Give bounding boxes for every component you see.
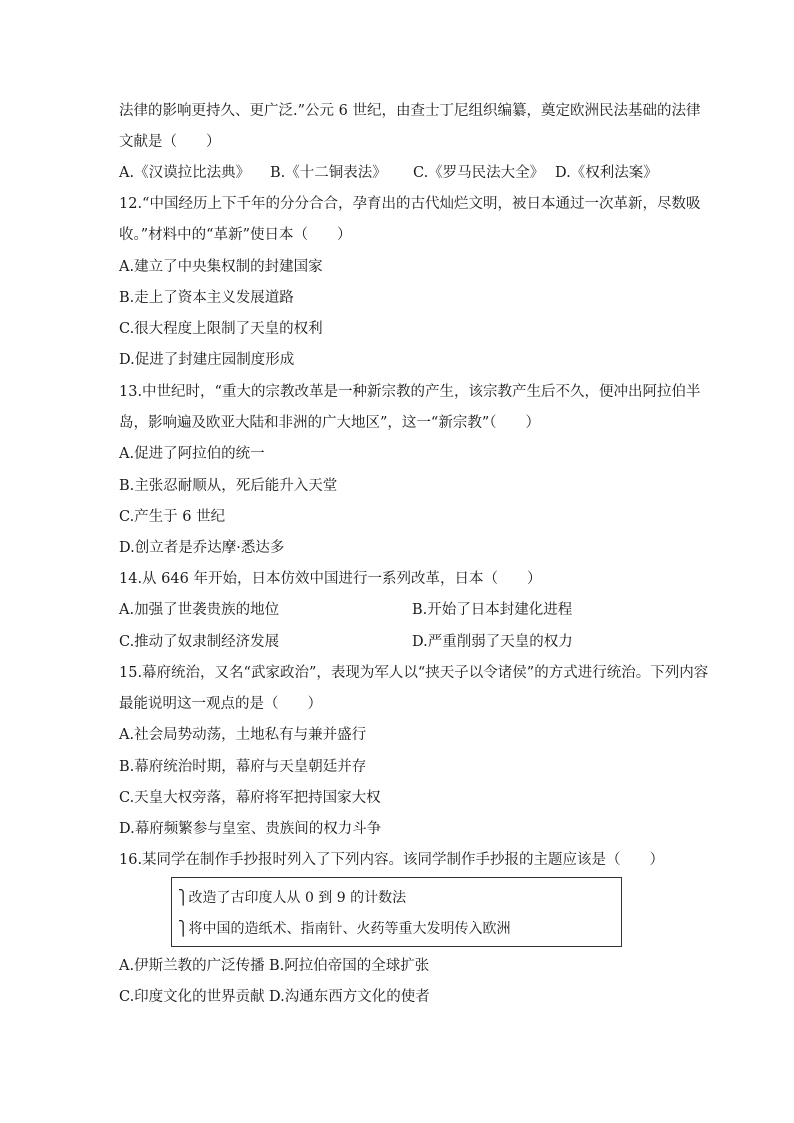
q13-option-a: A.促进了阿拉伯的统一: [119, 446, 265, 462]
q11-stem-line1: 法律的影响更持久、更广泛.”公元 6 世纪，由查士丁尼组织编纂，奠定欧洲民法基础的法律: [119, 103, 701, 119]
q16-material-mark1: ⎫: [178, 890, 189, 906]
q12-option-b: B.走上了资本主义发展道路: [119, 290, 294, 306]
q13-stem-line1: 13.中世纪时，“重大的宗教改革是一种新宗教的产生，该宗教产生后不久，便冲出阿拉伯半: [119, 384, 701, 400]
q16-material-text2: 将中国的造纸术、指南针、火药等重大发明传入欧洲: [188, 921, 511, 937]
q11-option-d: D.《权利法案》: [555, 165, 658, 181]
q14-option-b: B.开始了日本封建化进程: [412, 602, 573, 618]
q16-material-text1: 改造了古印度人从 0 到 9 的计数法: [188, 890, 407, 906]
q11-option-c: C.《罗马民法大全》: [413, 165, 545, 181]
q16-option-a: A.伊斯兰教的广泛传播: [119, 958, 265, 974]
q12-stem-line1: 12.“中国经历上下千年的分分合合，孕育出的古代灿烂文明，被日本通过一次革新，尽数吸: [119, 196, 701, 212]
q13-option-b: B.主张忍耐顺从，死后能升入天堂: [119, 478, 338, 494]
q16-option-d: D.沟通东西方文化的使者: [269, 989, 430, 1005]
q14-option-a: A.加强了世袭贵族的地位: [119, 602, 280, 618]
q14-option-c: C.推动了奴隶制经济发展: [119, 634, 280, 650]
q11-stem-line2: 文献是（ ）: [119, 134, 221, 150]
q15-stem-line1: 15.幕府统治，又名“武家政治”，表现为军人以“挟天子以令诸侯”的方式进行统治。下列内容: [119, 665, 709, 681]
q14-option-d: D.严重削弱了天皇的权力: [412, 634, 573, 650]
q11-option-a: A.《汉谟拉比法典》: [119, 165, 251, 181]
q15-stem-line2: 最能说明这一观点的是（ ）: [119, 696, 322, 712]
q16-stem-line1: 16.某同学在制作手抄报时列入了下列内容。该同学制作手抄报的主题应该是（ ）: [119, 852, 665, 868]
q16-material-line1: [178, 888, 406, 908]
q12-option-a: A.建立了中央集权制的封建国家: [119, 259, 323, 275]
q15-option-d: D.幕府频繁参与皇室、贵族间的权力斗争: [119, 821, 382, 837]
q15-option-c: C.天皇大权旁落，幕府将军把持国家大权: [119, 790, 381, 806]
q13-stem-line2: 岛，影响遍及欧亚大陆和非洲的广大地区”，这一“新宗教”（ ）: [119, 415, 540, 431]
q16-material-line2: [178, 919, 511, 939]
q11-option-b: B.《十二铜表法》: [270, 165, 387, 181]
q12-stem-line2: 收。”材料中的“革新”使日本（ ）: [119, 227, 352, 243]
q16-material-box: [171, 877, 622, 947]
q16-option-b: B.阿拉伯帝国的全球扩张: [269, 958, 430, 974]
q13-option-c: C.产生于 6 世纪: [119, 509, 226, 525]
q14-stem-line1: 14.从 646 年开始，日本仿效中国进行一系列改革，日本（ ）: [119, 571, 542, 587]
q12-option-c: C.很大程度上限制了天皇的权利: [119, 321, 323, 337]
q12-option-d: D.促进了封建庄园制度形成: [119, 352, 295, 368]
q15-option-b: B.幕府统治时期，幕府与天皇朝廷并存: [119, 759, 367, 775]
q16-option-c: C.印度文化的世界贡献: [119, 989, 265, 1005]
q13-option-d: D.创立者是乔达摩·悉达多: [119, 540, 285, 556]
q16-material-mark2: ⎫: [178, 921, 189, 937]
q15-option-a: A.社会局势动荡，土地私有与兼并盛行: [119, 727, 367, 743]
